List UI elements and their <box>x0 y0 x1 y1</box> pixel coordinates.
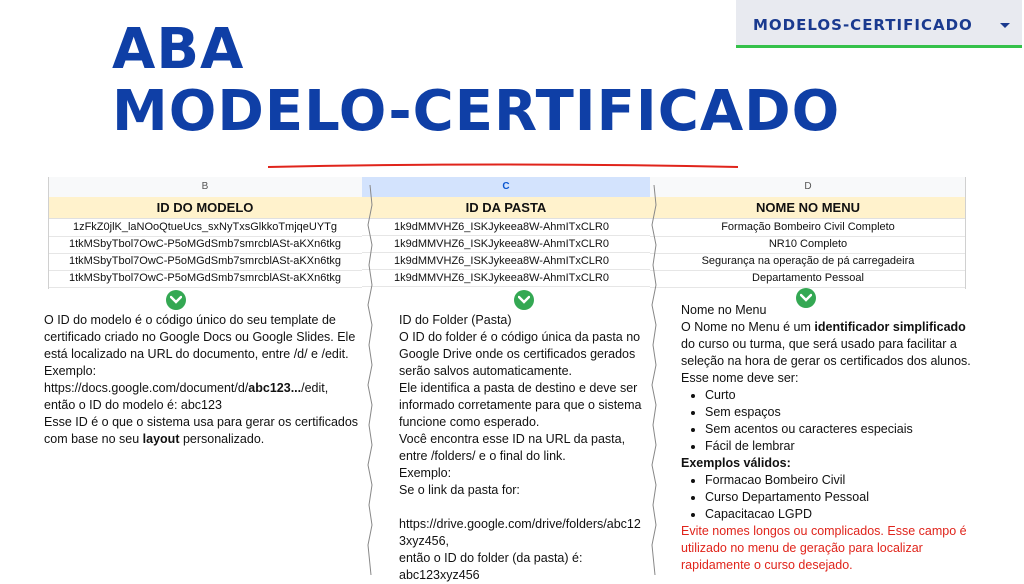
table-cell[interactable]: 1k9dMMVHZ6_ISKJykeea8W-AhmITxCLR0 <box>362 253 650 270</box>
table-cell[interactable]: 1k9dMMVHZ6_ISKJykeea8W-AhmITxCLR0 <box>362 236 650 253</box>
table-cell[interactable]: 1tkMSbyTbol7OwC-P5oMGdSmb7smrcblASt-aKXn6tkg <box>48 236 362 254</box>
list-item: • Capacitacao LGPD <box>705 506 971 523</box>
desc2-p2: Ele identifica a pasta de destino e deve ser informado corretamente para que o sistema funcione como esperado. <box>399 381 642 429</box>
desc3-rules-list <box>681 387 971 455</box>
column-header-c[interactable]: C <box>362 177 650 198</box>
list-item: • Sem acentos ou caracteres especiais <box>705 421 971 438</box>
list-item: • Sem espaços <box>705 404 971 421</box>
desc-nome-menu <box>681 302 971 574</box>
desc2-p3: Você encontra esse ID na URL da pasta, entre /folders/ e o final do link. <box>399 432 626 463</box>
table-cell[interactable]: 1k9dMMVHZ6_ISKJykeea8W-AhmITxCLR0 <box>362 219 650 236</box>
table-cell[interactable]: 1tkMSbyTbol7OwC-P5oMGdSmb7smrcblASt-aKXn6tkg <box>48 270 362 288</box>
desc3-rules-label: Esse nome deve ser: <box>681 371 799 385</box>
tab-label: MODELOS-CERTIFICADO <box>753 16 973 34</box>
desc1-then: então o ID do modelo é: abc123 <box>44 398 222 412</box>
check-icon <box>514 290 534 310</box>
table-cell[interactable]: 1k9dMMVHZ6_ISKJykeea8W-AhmITxCLR0 <box>362 270 650 287</box>
torn-divider <box>366 185 374 575</box>
grid-line <box>48 177 49 289</box>
header-id-modelo: ID DO MODELO <box>48 197 362 219</box>
header-nome-menu: NOME NO MENU <box>650 197 966 219</box>
page-title-line1: ABA <box>112 17 245 82</box>
decorative-underline <box>268 163 738 169</box>
torn-divider <box>650 185 658 575</box>
check-icon <box>166 290 186 310</box>
table-cell[interactable]: 1zFkZ0jlK_laNOoQtueUcs_sxNyTxsGlkkoTmjqeUYTg <box>48 219 362 237</box>
desc2-p1: O ID do folder é o código única da pasta no Google Drive onde os certificados gerados serão salvos automaticamente. <box>399 330 641 378</box>
table-cell[interactable]: NR10 Completo <box>650 236 966 254</box>
column-header-b[interactable]: B <box>48 177 362 198</box>
desc3-valid-list <box>681 472 971 523</box>
desc2-heading: ID do Folder (Pasta) <box>399 313 512 327</box>
list-item: • Fácil de lembrar <box>705 438 971 455</box>
tab-modelos-certificado[interactable] <box>736 0 1022 48</box>
desc1-example-url: https://docs.google.com/document/d/abc123.../edit, <box>44 381 329 395</box>
desc1-example-label: Exemplo: <box>44 364 97 378</box>
desc2-example-line: Se o link da pasta for: <box>399 483 520 497</box>
desc2-example-label: Exemplo: <box>399 466 452 480</box>
desc3-warning: Evite nomes longos ou complicados. Esse campo é utilizado no menu de geração para localizar rapidamente o curso desejado. <box>681 524 967 572</box>
spacer <box>399 499 647 516</box>
desc-id-modelo <box>44 312 362 448</box>
page-title-line2: MODELO-CERTIFICADO <box>112 79 841 144</box>
grid-line <box>965 177 966 289</box>
list-item: • Formacao Bombeiro Civil <box>705 472 971 489</box>
desc3-heading: Nome no Menu <box>681 303 767 317</box>
desc3-valid-label: Exemplos válidos: <box>681 456 791 470</box>
dropdown-caret-icon[interactable] <box>1000 23 1010 28</box>
column-header-d[interactable]: D <box>650 177 966 198</box>
header-id-pasta: ID DA PASTA <box>362 197 650 219</box>
list-item: • Curso Departamento Pessoal <box>705 489 971 506</box>
desc-id-pasta <box>399 312 647 584</box>
desc3-p1: O Nome no Menu é um identificador simplificado do curso ou turma, que será usado para facilitar a seleção na hora de gerar os certificados dos alunos. <box>681 320 971 368</box>
table-cell[interactable]: Segurança na operação de pá carregadeira <box>650 253 966 271</box>
list-item: • Curto <box>705 387 971 404</box>
table-cell[interactable]: 1tkMSbyTbol7OwC-P5oMGdSmb7smrcblASt-aKXn6tkg <box>48 253 362 271</box>
spreadsheet-excerpt <box>48 177 966 289</box>
desc2-then: então o ID do folder (da pasta) é: abc123xyz456 <box>399 551 583 582</box>
desc2-example-url: https://drive.google.com/drive/folders/abc123xyz456, <box>399 517 641 548</box>
desc1-paragraph: O ID do modelo é o código único do seu template de certificado criado no Google Docs ou Google Slides. Ele está localizado na URL do documento, entre /d/ e /edit. <box>44 313 356 361</box>
desc1-paragraph2: Esse ID é o que o sistema usa para gerar os certificados com base no seu layout personalizado. <box>44 415 359 446</box>
table-cell[interactable]: Formação Bombeiro Civil Completo <box>650 219 966 237</box>
table-cell[interactable]: Departamento Pessoal <box>650 270 966 288</box>
